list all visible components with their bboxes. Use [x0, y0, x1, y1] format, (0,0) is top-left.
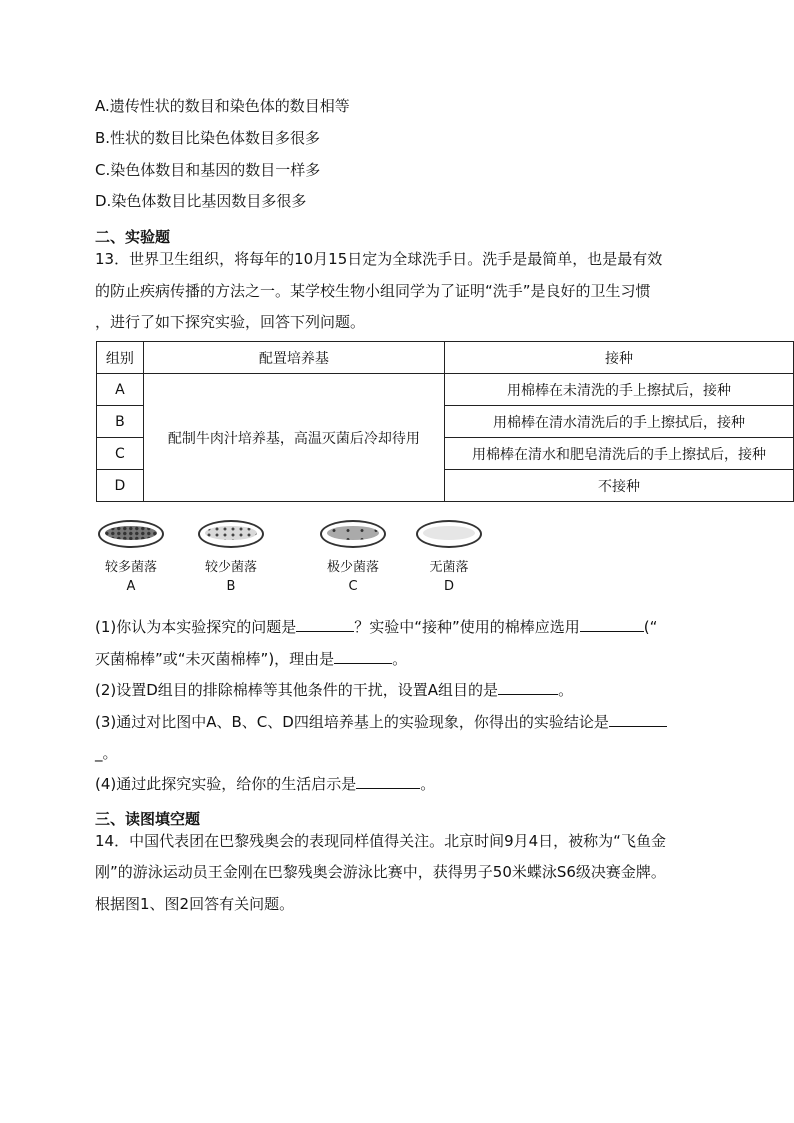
inoculation-b: 用棉棒在清水清洗后的手上擦拭后，接种 — [444, 406, 793, 438]
petri-dish-icon — [320, 520, 386, 548]
answer-blank[interactable] — [580, 617, 644, 632]
q14-line-2: 刚”的游泳运动员王金刚在巴黎残奥会游泳比赛中，获得男子50米蝶泳S6级决赛金牌。 — [95, 863, 666, 881]
group-c: C — [97, 438, 144, 470]
answer-blank[interactable] — [356, 774, 420, 789]
sub-question-1-line-1: (1)你认为本实验探究的问题是 ？实验中“接种”使用的棉棒应选用 (“ — [95, 618, 658, 636]
table-row — [97, 374, 794, 406]
section-heading-experiment: 二、实验题 — [95, 228, 171, 246]
header-group: 组别 — [97, 342, 144, 374]
option-b: B.性状的数目比染色体数目多很多 — [95, 129, 321, 147]
header-inoculation: 接种 — [444, 342, 793, 374]
plate-c — [320, 520, 386, 594]
option-c: C.染色体数目和基因的数目一样多 — [95, 161, 321, 179]
option-d: D.染色体数目比基因数目多很多 — [95, 192, 307, 210]
medium-cell: 配制牛肉汁培养基，高温灭菌后冷却待用 — [143, 374, 444, 502]
petri-dish-figure — [98, 520, 498, 602]
group-a: A — [97, 374, 144, 406]
answer-blank[interactable] — [334, 649, 392, 664]
q14-line-3: 根据图1、图2回答有关问题。 — [95, 895, 295, 913]
plate-d — [416, 520, 482, 594]
plate-letter: D — [443, 579, 454, 594]
q13-line-2: 的防止疾病传播的方法之一。某学校生物小组同学为了证明“洗手”是良好的卫生习惯 — [95, 282, 651, 300]
section-heading-figure: 三、读图填空题 — [95, 810, 201, 828]
plate-letter: A — [126, 579, 136, 594]
petri-dish-icon — [98, 520, 164, 548]
plate-letter: C — [348, 579, 358, 594]
table-header-row — [97, 342, 794, 374]
answer-blank[interactable] — [498, 680, 558, 695]
sub-question-1-line-2: 灭菌棉棒”或“未灭菌棉棒”)，理由是 。 — [95, 650, 408, 668]
q13-line-3: ，进行了如下探究实验，回答下列问题。 — [95, 313, 366, 331]
inoculation-c: 用棉棒在清水和肥皂清洗后的手上擦拭后，接种 — [444, 438, 793, 470]
q13-line-1: 13．世界卫生组织，将每年的10月15日定为全球洗手日。洗手是最简单，也是最有效 — [95, 250, 663, 268]
plate-label: 较多菌落 — [104, 560, 157, 575]
plate-label: 极少菌落 — [326, 560, 379, 575]
plate-b — [198, 520, 264, 594]
plate-a — [98, 520, 164, 594]
group-b: B — [97, 406, 144, 438]
answer-blank[interactable] — [609, 712, 667, 727]
group-d: D — [97, 470, 144, 502]
header-medium: 配置培养基 — [143, 342, 444, 374]
inoculation-a: 用棉棒在未清洗的手上擦拭后，接种 — [444, 374, 793, 406]
q14-line-1: 14．中国代表团在巴黎残奥会的表现同样值得关注。北京时间9月4日，被称为“飞鱼金 — [95, 832, 666, 850]
plate-label: 无菌落 — [429, 560, 469, 575]
sub-question-2: (2)设置D组目的排除棉棒等其他条件的干扰，设置A组目的是 。 — [95, 681, 574, 699]
petri-dish-icon — [416, 520, 482, 548]
petri-dish-icon — [198, 520, 264, 548]
inoculation-d: 不接种 — [444, 470, 793, 502]
plate-letter: B — [226, 579, 236, 594]
sub-question-3-line-2: _。 — [95, 744, 118, 762]
experiment-table — [96, 341, 794, 502]
sub-question-4: (4)通过此探究实验，给你的生活启示是 。 — [95, 775, 436, 793]
plate-label: 较少菌落 — [204, 560, 257, 575]
sub-question-3-line-1: (3)通过对比图中A、B、C、D四组培养基上的实验现象，你得出的实验结论是 — [95, 712, 695, 732]
option-a: A.遗传性状的数目和染色体的数目相等 — [95, 97, 350, 115]
answer-blank[interactable] — [296, 617, 354, 632]
